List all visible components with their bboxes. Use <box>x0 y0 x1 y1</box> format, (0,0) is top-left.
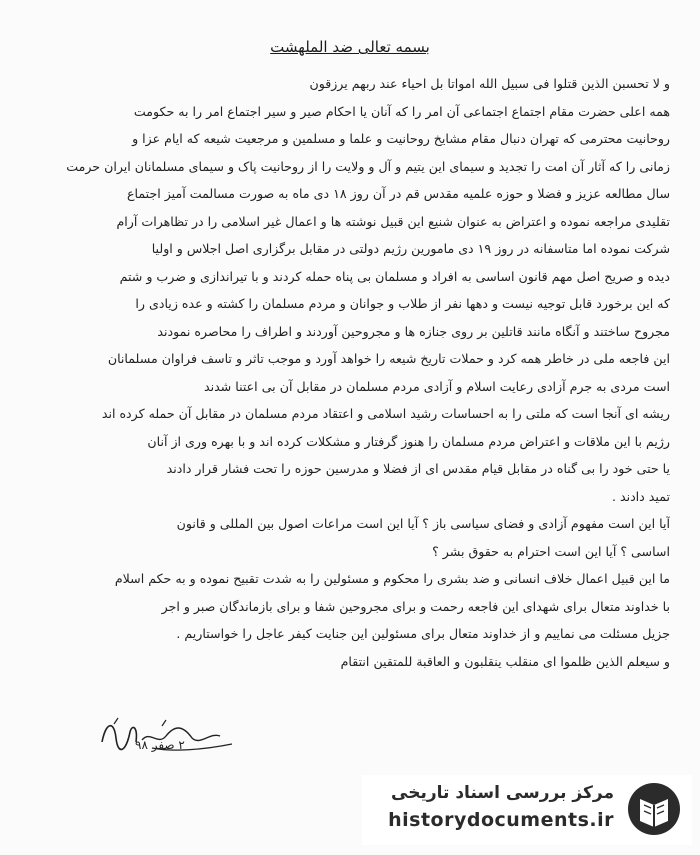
body-line: جزیل مسئلت می نماییم و از خداوند متعال برای مسئولین این جنایت کیفر عاجل را خواستاریم . <box>176 626 670 641</box>
body-line: و لا تحسبن الذین قتلوا فی سبیل الله امواتا بل احیاء عند ربهم یرزقون <box>309 76 670 91</box>
body-line: ریشه ای آنجا است که ملتی را به احساسات رشید اسلامی و اعتقاد مردم مسلمان در مقابل آن حمله کرده اند <box>101 406 670 421</box>
document-body <box>40 70 670 675</box>
book-shield-logo-icon <box>626 781 682 837</box>
watermark-url: historydocuments.ir <box>388 809 614 831</box>
document-date: ۲ صفر ۹۸ <box>135 738 185 752</box>
body-line: که این برخورد قابل توجیه نیست و دهها نفر از طلاب و جوانان و مردم مسلمان را کشته و عده زیادی را <box>135 296 670 311</box>
body-line: آیا این است مفهوم آزادی و فضای سیاسی باز ؟ آیا این است مراعات اصول بین المللی و قانون <box>176 516 670 531</box>
body-line: مجروح ساختند و آنگاه مانند قاتلین بر روی جنازه ها و مجروحین آوردند و اطراف را محاصره نمودند <box>157 323 670 339</box>
watermark-title: مرکز بررسی اسناد تاریخی <box>391 783 614 803</box>
body-line: همه اعلی حضرت مقام اجتماع اجتماعی آن امر را که آنان یا احکام صیر و سیر اجتماع امر را به حکومت <box>133 103 670 119</box>
heading-text: بسمه تعالی ضد الملهشت <box>270 38 430 56</box>
body-line: زمانی را که آثار آن امت را تجدید و سیمای این یتیم و آل و ولایت را از روحانیت پاک و سیمای مسلمانان ایران حرمت <box>66 158 670 174</box>
document-heading <box>0 38 700 56</box>
body-line: دیده و صریح اصل مهم قانون اساسی به افراد و مسلمان بی پناه حمله کردند و با تیراندازی و ضرب و شتم <box>119 268 670 284</box>
body-line: است مردی به جرم آزادی رعایت اسلام و آزادی مردم مسلمان در مقابل آن بی اعتنا شدند <box>203 378 670 394</box>
body-line: با خداوند متعال برای شهدای این فاجعه رحمت و برای مجروحین شفا و برای بازماندگان صبر و اجر <box>161 598 670 614</box>
body-line: تمید دادند . <box>611 488 670 504</box>
body-line: ما این قبیل اعمال خلاف انسانی و ضد بشری را محکوم و مسئولین را به شدت تقبیح نموده و به حکم اسلام <box>114 571 670 586</box>
body-line: و سیعلم الذین ظلموا ای منقلب ینقلبون و العاقبة للمتقین انتقام <box>340 653 670 669</box>
body-line: اساسی ؟ آیا این است احترام به حقوق بشر ؟ <box>432 543 670 559</box>
body-line: تقلیدی مراجعه نموده و اعتراض به عنوان شنیع این قبیل نوشته ها و اعمال غیر اسلامی را در تظاهرات آرام <box>116 213 670 229</box>
body-line: این فاجعه ملی در خاطر همه کرد و حملات تاریخ شیعه را خواهد آورد و موجب تاثر و تاسف فراوان مسلمانان <box>107 351 670 366</box>
handwritten-signature <box>92 712 242 760</box>
body-line: روحانیت محترمی که تهران دنبال مقام مشایخ روحانیت و علما و مسلمین و مرجعیت شیعه که ایام عزا و <box>132 131 670 146</box>
body-line: رژیم با این ملاقات و اعتراض مردم مسلمان را هنوز گرفتار و مشکلات کرده اند و با بهره وری از آنان <box>147 433 670 449</box>
body-line: یا حتی خود را بی گناه در مقابل قیام مقدس ای از فضلا و مدرسین حوزه را تحت فشار قرار دادند <box>166 461 670 476</box>
archive-watermark <box>362 775 692 845</box>
body-line: سال مطالعه عزیز و فضلا و حوزه علمیه مقدس قم در آن روز ۱۸ دی ماه به صورت مسالمت آمیز اجتماع <box>127 186 670 201</box>
body-line: شرکت نموده اما متاسفانه در روز ۱۹ دی مامورین رژیم دولتی در مقابل برگزاری اصل اجلاس و اولیا <box>151 241 670 256</box>
